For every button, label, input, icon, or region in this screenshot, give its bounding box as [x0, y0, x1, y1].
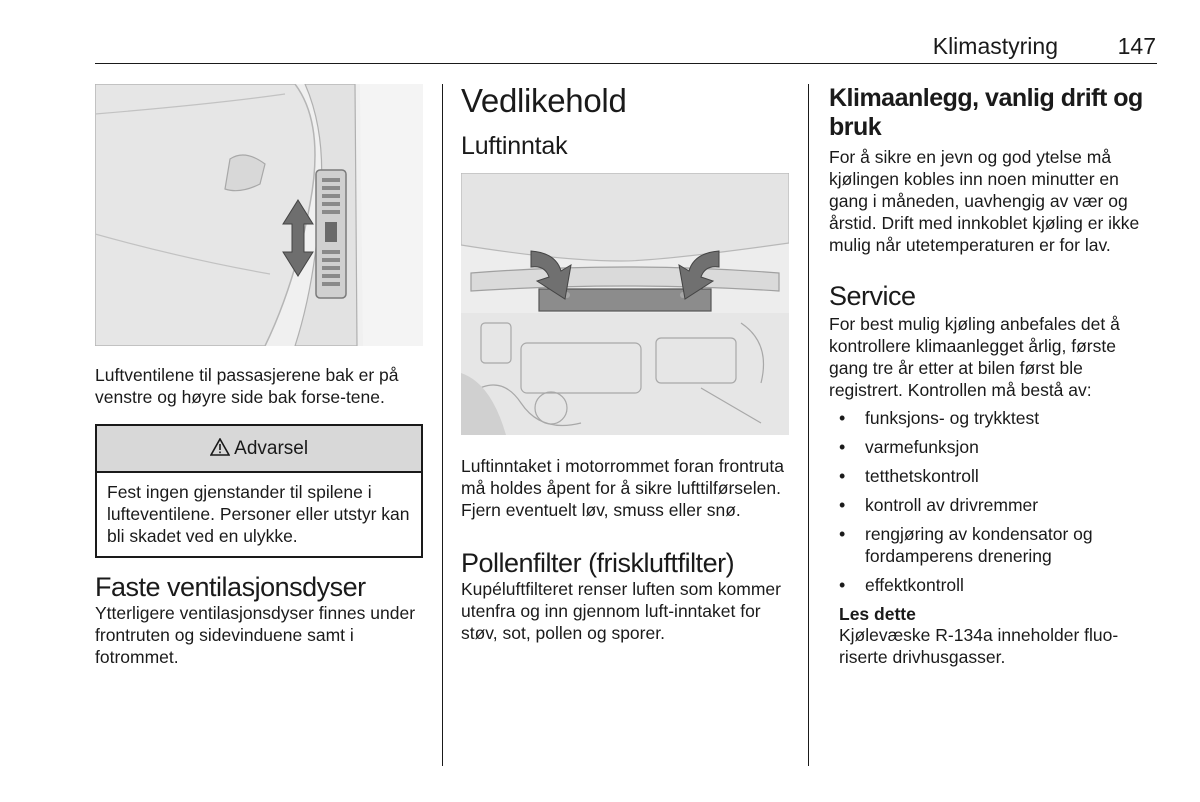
- section-title-luftinntak: Luftinntak: [461, 132, 568, 160]
- list-item: • varmefunksjon: [829, 436, 1159, 458]
- list-item: • funksjons- og trykktest: [829, 407, 1159, 429]
- warning-header: [97, 426, 421, 473]
- warning-triangle-icon: [210, 438, 234, 459]
- column-middle: [461, 84, 789, 644]
- note-text: Kjølevæske R-134a inneholder fluo-riserte drivhusgasser.: [839, 625, 1119, 667]
- running-header-title: Klimastyring: [932, 33, 1058, 59]
- column-divider-2: [808, 84, 809, 766]
- section-text-pollenfilter: Kupéluftfilteret renser luften som kommer utenfra og inn gjennom luft-inntaket for støv, sot, pollen og sporer.: [461, 579, 781, 643]
- warning-text: Fest ingen gjenstander til spilene i lufteventilene. Personer eller utstyr kan bli skadet ved en ulykke.: [107, 482, 410, 546]
- warning-box: [95, 424, 423, 558]
- section-title-klimaanlegg: Klimaanlegg, vanlig drift og bruk: [829, 84, 1143, 141]
- section-text-klimaanlegg: For å sikre en jevn og god ytelse må kjølingen kobles inn noen minutter en gang i måneden, uavhengig av vær og årstid. Drift med innkoblet kjøling er ikke mulig når utetemperaturen er for lav.: [829, 147, 1140, 255]
- list-item: • kontroll av drivremmer: [829, 494, 1159, 516]
- list-item: • rengjøring av kondensator og fordamperens drenering: [829, 523, 1159, 567]
- note-title: Les dette: [839, 604, 916, 624]
- section-text-service: For best mulig kjøling anbefales det å kontrollere klimaanlegget årlig, første gang tre år etter at bilen først ble registrert. Kontrollen må bestå av:: [829, 314, 1120, 400]
- column-right: [829, 84, 1159, 668]
- luftinntak-caption: Luftinntaket i motorrommet foran frontruta må holdes åpent for å sikre lufttilførselen. Fjern eventuelt løv, smuss eller snø.: [461, 456, 784, 520]
- list-item: • tetthetskontroll: [829, 465, 1159, 487]
- column-divider-1: [442, 84, 443, 766]
- rear-vent-illustration: [95, 84, 423, 346]
- section-text-faste-ventilasjonsdyser: Ytterligere ventilasjonsdyser finnes under frontruten og sidevinduene samt i fotrommet.: [95, 603, 416, 667]
- section-title-service: Service: [829, 281, 916, 311]
- service-checklist: [829, 407, 1159, 596]
- engine-bay-illustration: [461, 173, 789, 435]
- list-item: • effektkontroll: [829, 574, 1159, 596]
- chapter-title: Vedlikehold: [461, 82, 627, 119]
- header-divider: [95, 63, 1157, 64]
- section-title-faste-ventilasjonsdyser: Faste ventilasjonsdyser: [95, 572, 366, 602]
- warning-label: Advarsel: [234, 438, 309, 459]
- section-title-pollenfilter: Pollenfilter (friskluftfilter): [461, 548, 735, 578]
- page-number: 147: [1117, 33, 1156, 59]
- vent-caption: Luftventilene til passasjerene bak er på venstre og høyre side bak forse-tene.: [95, 365, 399, 407]
- column-left: [95, 84, 423, 668]
